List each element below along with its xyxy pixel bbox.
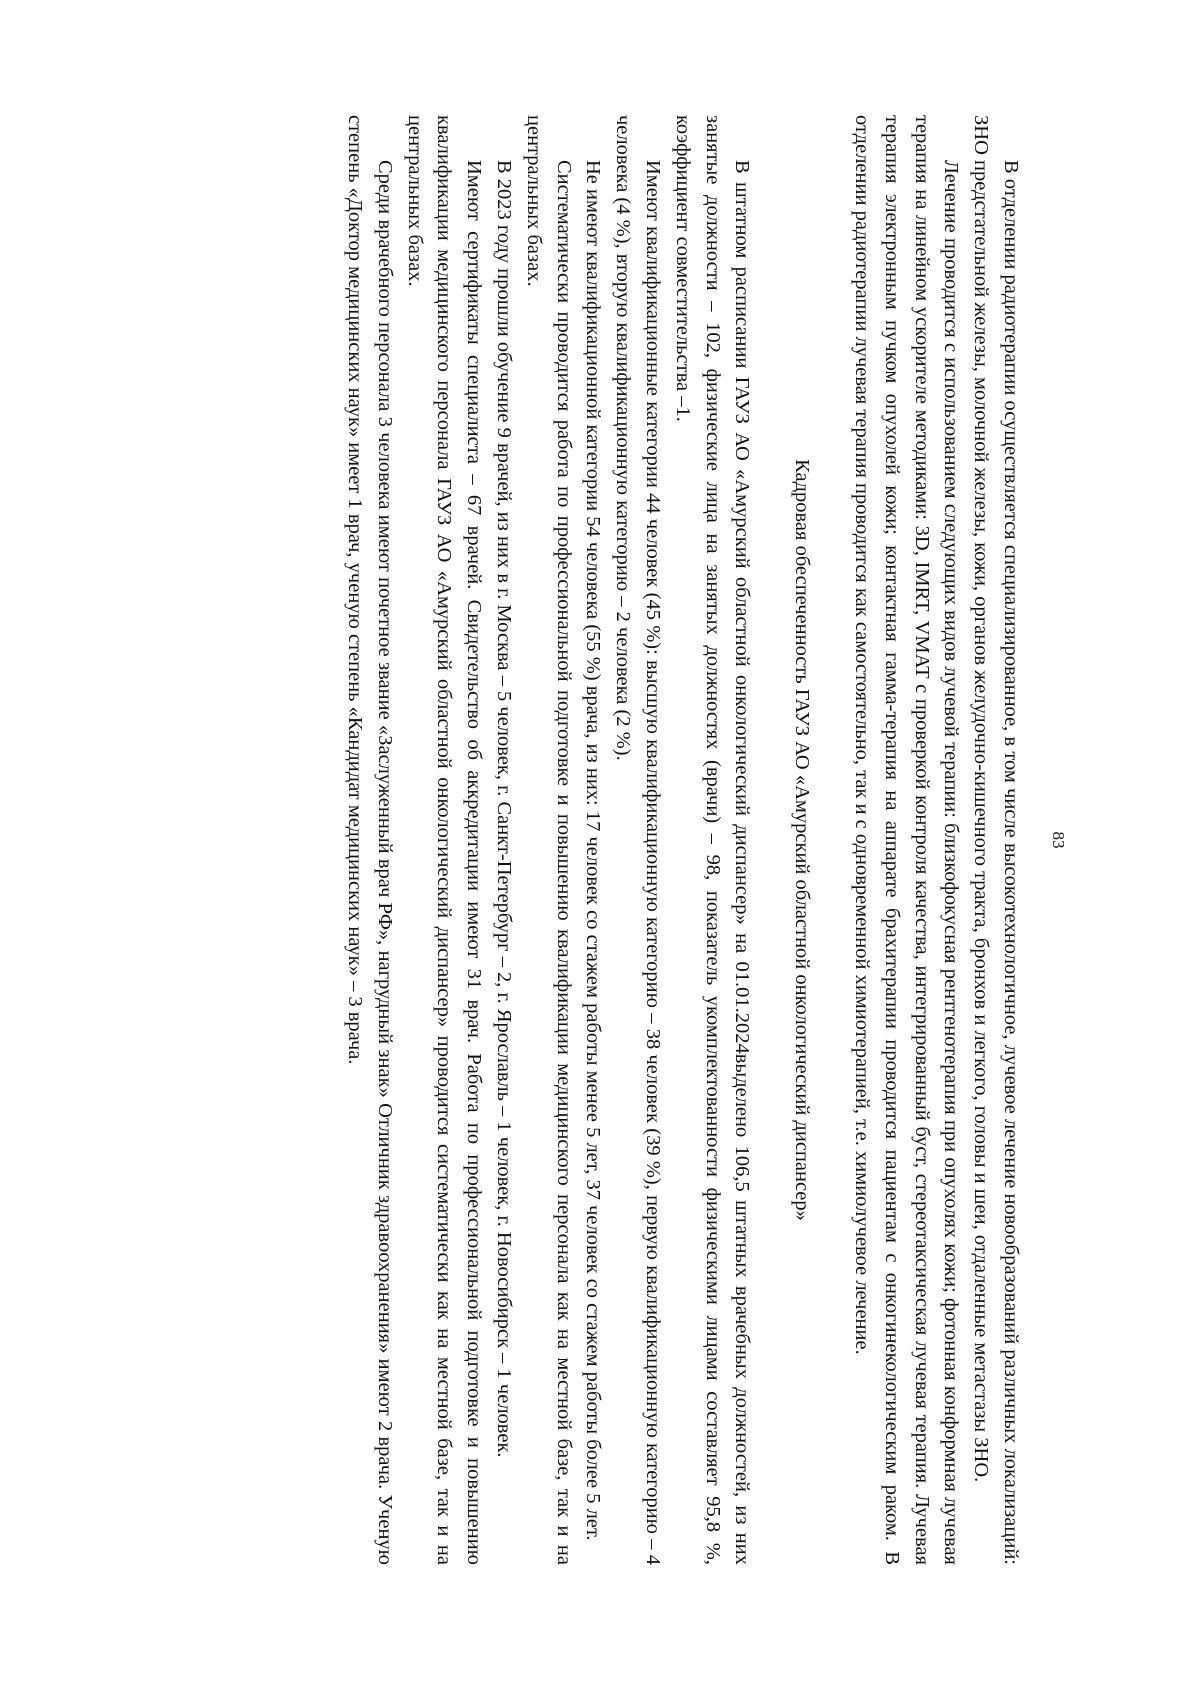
paragraph-staffing-positions: В штатном расписании ГАУЗ АО «Амурский областной онкологический диспансер» на 01.01.2024выделено 106,5 штатных врачебных должностей, из них занятые должности – 102, физические лица на занятых должностях (врачи) – 98, показатель укомплектованности физическими лицами составляет 95,8 %, коэффициент совместительства –1. [671,115,754,1565]
section-heading: Кадровая обеспеченность ГАУЗ АО «Амурский областной онкологический диспансер» [791,459,814,1221]
paragraph-radiotherapy-scope: В отделении радиотерапии осуществляется специализированное, в том числе высокотехнологичное, лучевое лечение новообразований различных локализаций: ЗНО предстательной железы, молочной железы, кожи, органов желудочно-кишечного тракта, бронхов и легкого, головы и шеи, отдаленные метастазы ЗНО. [970,115,1022,1565]
paragraph-certificates: Имеют сертификаты специалиста – 67 врачей. Свидетельство об аккредитации имеют 31 врач. Работа по профессиональной подготовке и повышению квалификации медицинского персонала ГАУЗ АО «Амурский областной онкологический диспансер» проводится систематически как на местной базе, так и на центральных базах. [403,115,486,1565]
paragraph-qualification-categories: Имеют квалификационные категории 44 человек (45 %): высшую квалификационную категорию – 38 человек (39 %), первую квалификационную категорию – 4 человека (4 %), вторую квалификационную категорию – 2 человека (2 %). [612,115,665,1565]
paragraph-radiotherapy-methods: Лечение проводится с использованием следующих видов лучевой терапии: близкофокусная рентгенотерапия при опухолях кожи; фотонная конформная лучевая терапия на линейном ускорителе методиками: 3D, IMRT, VMAT с проверкой контроля качества, интегрированный буст, стереотаксическая лучевая терапия. Лучевая терапия электронным пучком опухолей кожи; контактная гамма-терапия на аппарате брахитерапии проводится пациентам с онкогинекологическим раком. В отделении радиотерапии лучевая терапия проводится как самостоятельно, так и с одновременной химиотерапией, т.е. химиолучевое лечение. [851,115,963,1565]
rotated-page-content [180,115,1068,1565]
paragraph-no-category: Не имеют квалификационной категории 54 человека (55 %) врача, из них: 17 человек со стажем работы менее 5 лет, 37 человек со стажем работы более 5 лет. [582,160,605,1541]
paragraph-training-2023: В 2023 году прошли обучение 9 врачей, из них в г. Москва – 5 человек, г. Санкт-Петербург – 2, г. Ярославль – 1 человек, г. Новосибирск – 1 человек. [493,160,516,1458]
document-body [339,115,1025,1565]
page-number: 83 [1049,831,1068,849]
paragraph-honors-degrees: Среди врачебного персонала 3 человека имеют почетное звание «Заслуженный врач РФ», нагрудный знак» Отличник здравоохранения» имеют 2 врача. Ученую степень «Доктор медицинских наук» имеет 1 врач, ученую степень «Кандидат медицинских наук» – 3 врача. [344,115,396,1565]
paragraph-training-work: Систематически проводится работа по профессиональной подготовке и повышению квалификации медицинского персонала как на местной базе, так и на центральных базах. [522,115,575,1565]
